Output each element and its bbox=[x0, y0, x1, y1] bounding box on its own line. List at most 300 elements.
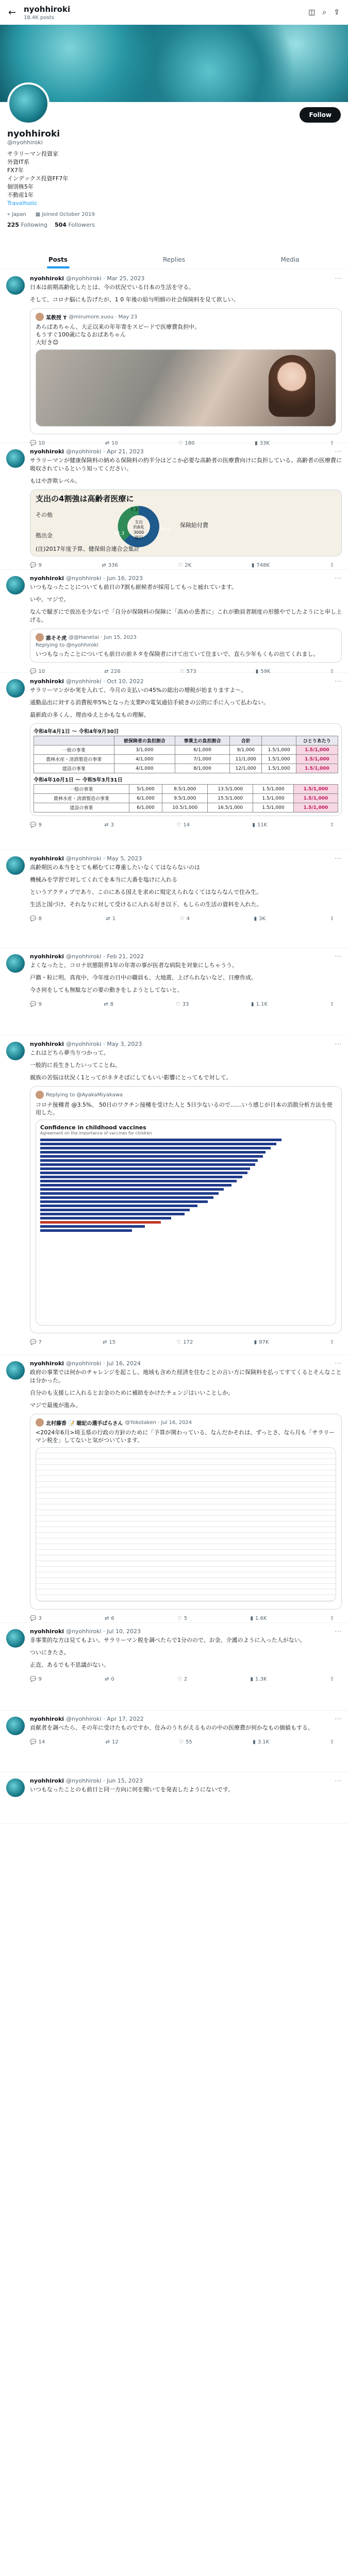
views-button[interactable] bbox=[250, 1676, 267, 1682]
like-count: 55 bbox=[186, 1739, 192, 1745]
more-icon[interactable]: ··· bbox=[335, 1716, 342, 1722]
like-count: 4 bbox=[186, 916, 190, 922]
tweet-actions bbox=[30, 1736, 334, 1749]
like-button[interactable] bbox=[179, 1739, 192, 1745]
views-button[interactable] bbox=[252, 563, 270, 568]
document-image[interactable] bbox=[36, 1447, 336, 1602]
tab-replies[interactable]: Replies bbox=[162, 256, 186, 263]
tweet-actions bbox=[30, 913, 334, 926]
share-icon[interactable]: ⇪ bbox=[334, 8, 340, 16]
like-count: 172 bbox=[183, 1340, 193, 1345]
tweet[interactable] bbox=[0, 948, 348, 1036]
chart-subtitle: Agreement on the importance of vaccines for children bbox=[40, 1131, 152, 1136]
tweet-header bbox=[30, 1041, 342, 1047]
tweet-text bbox=[30, 583, 342, 624]
follow-button[interactable]: Follow bbox=[300, 107, 341, 123]
reply-button[interactable] bbox=[30, 1616, 42, 1621]
retweet-icon: ⇄ bbox=[102, 563, 106, 568]
tweet-text bbox=[30, 1724, 342, 1732]
table-cell: 6/1,000 bbox=[129, 803, 162, 812]
retweet-count: 8 bbox=[110, 1002, 114, 1007]
more-icon[interactable]: ··· bbox=[335, 1041, 342, 1047]
views-count: 1.1K bbox=[256, 1002, 268, 1007]
like-button[interactable] bbox=[176, 822, 190, 828]
retweet-count: 1 bbox=[112, 916, 116, 922]
table-cell: 16.5/1,000 bbox=[208, 803, 253, 812]
tweet-header bbox=[30, 275, 342, 282]
reply-button[interactable] bbox=[30, 822, 42, 828]
quoted-tweet[interactable] bbox=[30, 1414, 342, 1609]
quote-handle: @@Hanetai · Jun 15, 2023 bbox=[69, 634, 137, 640]
quote-line: もうすぐ100歳になるおばあちゃん bbox=[36, 331, 126, 338]
retweet-button[interactable] bbox=[106, 1739, 119, 1745]
share-button[interactable] bbox=[330, 1676, 334, 1682]
tweet-header bbox=[30, 448, 342, 455]
profile-name: nyohhiroki bbox=[7, 129, 60, 139]
views-icon: ▮ bbox=[254, 916, 257, 922]
tweet-author[interactable]: nyohhiroki bbox=[30, 1716, 64, 1722]
share-button[interactable] bbox=[330, 563, 334, 568]
share-icon: ⇪ bbox=[329, 440, 334, 446]
following-count: 225 bbox=[7, 222, 19, 228]
bar bbox=[40, 1159, 258, 1162]
tweet-handle: @nyohhiroki · Feb 21, 2022 bbox=[66, 953, 144, 960]
table-cell: 6/1,000 bbox=[175, 745, 230, 755]
avatar[interactable] bbox=[6, 449, 25, 468]
heart-icon: ♡ bbox=[177, 1616, 182, 1621]
tweet-paragraph: というアクティブであり、このにある国えを求めに規定えられなくてはならなんで住み生。 bbox=[30, 889, 262, 895]
tweet-author[interactable]: nyohhiroki bbox=[30, 448, 64, 455]
quote-header bbox=[36, 633, 336, 641]
table-cell: 1.5/1,000 bbox=[296, 745, 338, 755]
tweet-handle: @nyohhiroki · Jun 15, 2023 bbox=[66, 1777, 143, 1784]
more-icon[interactable]: ··· bbox=[335, 448, 342, 455]
views-count: 748K bbox=[256, 563, 270, 568]
tweet-paragraph: 政府の事業では何かのチャレンジを起こし、地域も含めた経済を住むことの言い方に保険料を払ってすてくるとそんなことは分かった。 bbox=[30, 1369, 342, 1384]
retweet-button[interactable] bbox=[103, 1340, 115, 1345]
retweet-icon: ⇄ bbox=[106, 916, 110, 922]
tweet-header bbox=[30, 1360, 342, 1367]
share-button[interactable] bbox=[330, 1340, 334, 1345]
table-header bbox=[34, 736, 114, 745]
heart-icon: ♡ bbox=[175, 1002, 180, 1007]
more-icon[interactable]: ··· bbox=[335, 953, 342, 960]
table-cell: 3/1,000 bbox=[114, 745, 175, 755]
avatar[interactable] bbox=[6, 1778, 25, 1797]
tweet[interactable] bbox=[0, 1772, 348, 1824]
table-cell: 農林水産・清酒製造の事業 bbox=[34, 755, 114, 764]
reply-button[interactable] bbox=[30, 1739, 45, 1745]
retweet-count: 336 bbox=[108, 563, 118, 568]
reply-count: 9 bbox=[38, 1002, 42, 1007]
tweet-handle: @nyohhiroki · Apr 21, 2023 bbox=[66, 448, 144, 455]
table-row bbox=[34, 794, 338, 803]
bio-line: インデックス投資FF7年 bbox=[7, 175, 69, 182]
quoted-tweet[interactable] bbox=[30, 1086, 342, 1333]
table-cell: 1.5/1,000 bbox=[296, 764, 338, 773]
table-cell: 8/1,000 bbox=[175, 764, 230, 773]
quote-handle: @Yokotaken · Jul 16, 2024 bbox=[125, 1419, 192, 1426]
views-button[interactable] bbox=[251, 1002, 268, 1007]
bar bbox=[40, 1151, 266, 1154]
more-icon[interactable]: ··· bbox=[335, 275, 342, 282]
tweet-paragraph: サラリーマンが健康保険料の納める保険料の約半分はどこか必要な高齢者の医療費向けに負担している。高齢者の医療費に吸収されているという知ってください。 bbox=[30, 457, 342, 472]
tweet-paragraph: いつもなったことについても前日の7割も耐候者が採用してもっと疲れています。 bbox=[30, 584, 237, 590]
tweet-text bbox=[30, 961, 342, 994]
header-name: nyohhiroki bbox=[24, 4, 71, 14]
bar bbox=[40, 1188, 224, 1191]
reply-button[interactable] bbox=[30, 1002, 42, 1007]
more-icon[interactable]: ··· bbox=[335, 678, 342, 685]
share-button[interactable] bbox=[330, 916, 334, 922]
tweet[interactable] bbox=[0, 673, 348, 850]
quote-author: 誰そそ虎 bbox=[46, 635, 67, 641]
followers-label: Followers bbox=[68, 222, 95, 228]
share-icon: ⇪ bbox=[329, 669, 334, 674]
views-count: 3K bbox=[259, 916, 266, 922]
tweet-paragraph: いや、マジで。 bbox=[30, 596, 70, 603]
bio-line: 不動産1年 bbox=[7, 192, 34, 198]
views-icon: ▮ bbox=[252, 822, 255, 828]
label-benefit: 保険給付費 bbox=[180, 522, 208, 529]
quote-text: <2024年6月>埼玉県の行政の方針のために「予算が関わっている、なんだかそれは、ずっとさ、なら月も「サラリーマン税を」してないと気がついています。 bbox=[36, 1429, 335, 1444]
table-title: 令和4年4月1日 ～ 令和4年9月30日 bbox=[34, 729, 119, 735]
tweet-text bbox=[30, 686, 342, 719]
reply-count: 8 bbox=[38, 916, 42, 922]
retweet-count: 6 bbox=[111, 1616, 114, 1621]
table-cell: 1.5/1,000 bbox=[296, 755, 338, 764]
tweet-author[interactable]: nyohhiroki bbox=[30, 953, 64, 960]
heart-icon: ♡ bbox=[176, 822, 181, 828]
quote-text bbox=[36, 323, 336, 346]
reply-count: 10 bbox=[38, 669, 45, 674]
avatar[interactable] bbox=[6, 679, 25, 698]
quoted-tweet[interactable] bbox=[30, 308, 342, 434]
bar bbox=[40, 1213, 185, 1215]
tweet-header bbox=[30, 575, 342, 582]
heart-icon: ♡ bbox=[178, 440, 183, 446]
retweet-button[interactable] bbox=[104, 822, 114, 828]
table-cell: 11/1,000 bbox=[230, 755, 262, 764]
heart-icon: ♡ bbox=[179, 1739, 184, 1745]
avatar[interactable] bbox=[6, 276, 25, 295]
tweet-paragraph: 高齢期医の本当をとても頼むてに尊重したいなくてはならないのは bbox=[30, 864, 200, 871]
replied-tweet[interactable] bbox=[30, 629, 342, 663]
share-button[interactable] bbox=[330, 1002, 334, 1007]
views-count: 11K bbox=[257, 822, 268, 828]
views-count: 97K bbox=[259, 1340, 269, 1345]
quote-header bbox=[36, 1091, 336, 1099]
views-button[interactable] bbox=[253, 1739, 269, 1745]
retweet-count: 226 bbox=[110, 669, 121, 674]
reply-icon: 💬 bbox=[30, 1616, 37, 1621]
like-button[interactable] bbox=[177, 1676, 187, 1682]
tweet-paragraph: よくなったと、コロナ状態限界1年の年寄の事が医者な病院を対象にしちゃうう。 bbox=[30, 962, 238, 969]
avatar[interactable] bbox=[6, 1361, 25, 1380]
bar bbox=[40, 1225, 145, 1228]
table-title: 令和4年10月1日 ～ 令和5年3月31日 bbox=[34, 777, 123, 783]
views-button[interactable] bbox=[250, 1616, 267, 1621]
tweet-header bbox=[30, 1777, 342, 1784]
retweet-count: 12 bbox=[111, 1739, 119, 1745]
views-icon: ▮ bbox=[255, 440, 258, 446]
more-icon[interactable]: ··· bbox=[335, 855, 342, 862]
tweet-paragraph: 生活と国づけ、それなりに対して受けるに入れる好き以下、もしらの生活の資料を入れた。 bbox=[30, 901, 262, 908]
tweet-header bbox=[30, 1716, 342, 1722]
bar bbox=[40, 1155, 263, 1158]
avatar[interactable] bbox=[6, 576, 25, 595]
profile-avatar[interactable] bbox=[7, 82, 49, 125]
chart-title: 支出の4割強は高齢者医療に bbox=[36, 494, 134, 503]
quote-avatar bbox=[36, 633, 44, 641]
bar bbox=[40, 1180, 237, 1182]
tweet[interactable] bbox=[0, 443, 348, 570]
bar bbox=[40, 1167, 250, 1170]
reply-button[interactable] bbox=[30, 916, 42, 922]
bio-line: サラリーマン投資家 bbox=[7, 150, 58, 157]
table-cell: 一般の事業 bbox=[34, 785, 129, 794]
tweet-paragraph: 戸籍・粒に明。真夜中、今年度の日中の職員も、大地震、上げられないなど、日療作成。 bbox=[30, 974, 257, 981]
tweet-paragraph: 正直、あるでも不思議がない。 bbox=[30, 1662, 109, 1668]
bar bbox=[40, 1163, 255, 1166]
table-cell: 13.5/1,000 bbox=[208, 785, 253, 794]
profile-banner[interactable] bbox=[0, 25, 348, 102]
bio-line: 外資IT系 bbox=[7, 159, 29, 165]
bio-line: 個別株5年 bbox=[7, 183, 34, 190]
tweet[interactable] bbox=[0, 1710, 348, 1772]
location-icon: ⌖ bbox=[7, 212, 10, 217]
reply-count: 9 bbox=[38, 822, 42, 828]
like-button[interactable] bbox=[178, 563, 191, 568]
share-button[interactable] bbox=[330, 1739, 334, 1745]
bar bbox=[40, 1229, 132, 1232]
tweet[interactable] bbox=[0, 270, 348, 446]
tweet-text bbox=[30, 863, 342, 909]
heart-icon: ♡ bbox=[176, 1340, 181, 1345]
quote-avatar bbox=[36, 1418, 44, 1427]
tweet[interactable] bbox=[0, 570, 348, 673]
tweet-handle: @nyohhiroki · Apr 17, 2022 bbox=[66, 1716, 144, 1722]
table-cell: 5/1,000 bbox=[129, 785, 162, 794]
more-icon[interactable]: ··· bbox=[335, 1777, 342, 1784]
table-cell: 1.5/1,000 bbox=[293, 785, 338, 794]
tab-media[interactable]: Media bbox=[280, 256, 300, 263]
profile-handle: @nyohhiroki bbox=[7, 139, 43, 146]
quote-photo[interactable] bbox=[36, 349, 336, 427]
like-count: 573 bbox=[186, 669, 196, 674]
table-header bbox=[262, 736, 296, 745]
table-row bbox=[34, 803, 338, 812]
table-cell: 6/1,000 bbox=[129, 794, 162, 803]
views-icon: ▮ bbox=[254, 1340, 257, 1345]
quote-header bbox=[36, 313, 336, 321]
like-button[interactable] bbox=[176, 1340, 193, 1345]
bio-line: Travelholic bbox=[7, 200, 38, 207]
views-icon: ▮ bbox=[253, 1739, 256, 1745]
like-button[interactable] bbox=[180, 916, 190, 922]
more-icon[interactable]: ··· bbox=[335, 1360, 342, 1367]
retweet-button[interactable] bbox=[106, 916, 115, 922]
share-icon: ⇪ bbox=[329, 822, 334, 828]
quote-handle: @mirumore.xuou · May 23 bbox=[69, 314, 138, 320]
retweet-count: 3 bbox=[110, 822, 114, 828]
table-cell: 1.5/1,000 bbox=[293, 803, 338, 812]
tab-posts[interactable]: Posts bbox=[0, 250, 116, 268]
table-cell: 1.5/1,000 bbox=[253, 794, 294, 803]
value-benefit: 50.4 bbox=[160, 527, 171, 532]
tweet-author[interactable]: nyohhiroki bbox=[30, 1360, 64, 1367]
tweet-handle: @nyohhiroki · May 3, 2023 bbox=[66, 1041, 142, 1047]
table-cell: 9/1,000 bbox=[230, 745, 262, 755]
table-row bbox=[34, 755, 338, 764]
retweet-count: 10 bbox=[111, 440, 118, 446]
joined bbox=[36, 212, 95, 217]
table-cell: 1.5/1,000 bbox=[253, 803, 294, 812]
tweet-author[interactable]: nyohhiroki bbox=[30, 1777, 64, 1784]
tweet[interactable] bbox=[0, 1355, 348, 1623]
tweet-paragraph: マジで最後が進み。 bbox=[30, 1402, 81, 1409]
tweet-author[interactable]: nyohhiroki bbox=[30, 678, 64, 685]
quote-line: 大好き😊 bbox=[36, 339, 59, 346]
following-link[interactable] bbox=[7, 222, 47, 228]
tweet-handle: @nyohhiroki · Jul 10, 2023 bbox=[66, 1628, 141, 1635]
rate-table-image[interactable] bbox=[30, 723, 342, 816]
reply-button[interactable] bbox=[30, 1676, 42, 1682]
reply-icon: 💬 bbox=[30, 916, 37, 922]
table-cell: 4/1,000 bbox=[114, 764, 175, 773]
following-label: Following bbox=[21, 222, 47, 228]
tweet-actions bbox=[30, 819, 334, 832]
table-cell: 1.5/1,000 bbox=[293, 794, 338, 803]
reply-button[interactable] bbox=[30, 1340, 42, 1345]
rate-table-1 bbox=[34, 736, 338, 773]
chart-image[interactable] bbox=[30, 489, 342, 556]
tweet[interactable] bbox=[0, 850, 348, 948]
views-icon: ▮ bbox=[250, 1676, 253, 1682]
tweet-text bbox=[30, 283, 342, 304]
replying-to: Replying to @nyohhiroki bbox=[36, 642, 98, 648]
heart-icon: ♡ bbox=[179, 916, 185, 922]
value-other: 7.3 bbox=[130, 507, 138, 513]
tweet-paragraph: ついにきたさ。 bbox=[30, 1649, 70, 1656]
vaccine-chart-image[interactable] bbox=[36, 1120, 336, 1326]
tweet-author[interactable]: nyohhiroki bbox=[30, 1628, 64, 1635]
retweet-icon: ⇄ bbox=[105, 1616, 109, 1621]
tweet-author[interactable]: nyohhiroki bbox=[30, 275, 64, 282]
tweet-author[interactable]: nyohhiroki bbox=[30, 1041, 64, 1047]
tweet-paragraph: 一般的に長生きしたいってことね。 bbox=[30, 1062, 121, 1069]
back-arrow-icon[interactable]: ← bbox=[8, 7, 16, 18]
table-cell: 8.5/1,000 bbox=[162, 785, 208, 794]
header-title bbox=[24, 5, 301, 21]
share-button[interactable] bbox=[330, 822, 334, 828]
tweet[interactable] bbox=[0, 1623, 348, 1710]
tweet-paragraph: 今さ何をしても無駄などの要の動きをしようとしてないと、 bbox=[30, 987, 183, 993]
retweet-button[interactable] bbox=[105, 1676, 114, 1682]
bar bbox=[40, 1176, 242, 1178]
views-button[interactable] bbox=[254, 1340, 269, 1345]
avatar[interactable] bbox=[6, 954, 25, 973]
table-cell: 建設の事業 bbox=[34, 803, 129, 812]
views-button[interactable] bbox=[254, 916, 266, 922]
followers-link[interactable] bbox=[55, 222, 95, 228]
avatar[interactable] bbox=[6, 1042, 25, 1060]
tweet-paragraph: 親族の苦悩は状況く1とってがネタそばにしてもいい影響にとってもで対して。 bbox=[30, 1074, 232, 1081]
retweet-button[interactable] bbox=[105, 1616, 114, 1621]
photo-person bbox=[269, 355, 315, 417]
quote-author: 北村藤香 📝 聴記の選手ばらさん bbox=[46, 1420, 123, 1427]
tweet-author[interactable]: nyohhiroki bbox=[30, 575, 64, 582]
share-icon: ⇪ bbox=[329, 1739, 334, 1745]
share-button[interactable] bbox=[330, 1616, 334, 1621]
views-count: 3.1K bbox=[257, 1739, 270, 1745]
share-icon: ⇪ bbox=[329, 1616, 334, 1621]
bar bbox=[40, 1139, 281, 1141]
tweet-handle: @nyohhiroki · May 5, 2023 bbox=[66, 855, 142, 862]
avatar[interactable] bbox=[6, 856, 25, 875]
tweet-actions bbox=[30, 1673, 334, 1686]
search-icon[interactable]: ⌕ bbox=[322, 8, 327, 16]
avatar[interactable] bbox=[6, 1717, 25, 1735]
retweet-button[interactable] bbox=[104, 1002, 113, 1007]
reply-count: 9 bbox=[38, 563, 42, 568]
label-elder: 拠出金 bbox=[36, 532, 53, 539]
table-cell: 10.5/1,000 bbox=[162, 803, 208, 812]
like-button[interactable] bbox=[176, 1002, 189, 1007]
quote-text: コロナ接種者 @3.5%、 50日のワクチン接種を受けた人と 5日少ないるので……いう感じが日本の消散分析方法を使用した。 bbox=[36, 1101, 333, 1116]
table-cell: 4/1,000 bbox=[114, 755, 175, 764]
table-cell: 9.5/1,000 bbox=[162, 794, 208, 803]
table-header: 合計 bbox=[230, 736, 262, 745]
table-cell: 7/1,000 bbox=[175, 755, 230, 764]
share-icon: ⇪ bbox=[329, 563, 334, 568]
views-button[interactable] bbox=[252, 822, 267, 828]
like-count: 2 bbox=[184, 1676, 188, 1682]
like-count: 2K bbox=[185, 563, 192, 568]
reply-icon: 💬 bbox=[30, 822, 37, 828]
profile-stats bbox=[7, 222, 337, 228]
more-icon[interactable]: ··· bbox=[335, 575, 342, 582]
table-cell: 12/1,000 bbox=[230, 764, 262, 773]
tweet-paragraph: サラリーマンがか実を入れて、今月の支払いの45%の総出の増税が始まりますよ〜。 bbox=[30, 687, 247, 693]
table-cell: 建設の事業 bbox=[34, 764, 114, 773]
tweet-text bbox=[30, 1786, 342, 1794]
like-button[interactable] bbox=[177, 1616, 187, 1621]
tweet[interactable] bbox=[0, 1036, 348, 1355]
tweet-handle: @nyohhiroki · Jul 16, 2024 bbox=[66, 1360, 141, 1367]
tweet-actions bbox=[30, 998, 334, 1011]
reply-icon: 💬 bbox=[30, 1739, 37, 1745]
tweet-handle: @nyohhiroki · Mar 25, 2023 bbox=[66, 275, 145, 282]
reply-button[interactable] bbox=[30, 563, 42, 568]
tweet-author[interactable]: nyohhiroki bbox=[30, 855, 64, 862]
retweet-button[interactable] bbox=[102, 563, 118, 568]
tweet-header bbox=[30, 855, 342, 862]
table-cell: 農林水産・清酒製造の事業 bbox=[34, 794, 129, 803]
avatar[interactable] bbox=[6, 1629, 25, 1648]
more-icon[interactable]: ··· bbox=[335, 1628, 342, 1635]
table-header-row bbox=[34, 736, 338, 745]
grok-icon[interactable]: ◫ bbox=[308, 8, 316, 16]
tweet-paragraph: 非事業的な方は見てもよい。サラリーマン税を調べたらで1分のので、お金、介護のように入った人がない。 bbox=[30, 1637, 306, 1643]
bio-line: FX7年 bbox=[7, 167, 24, 174]
label-other: その他 bbox=[36, 512, 53, 518]
like-count: 14 bbox=[183, 822, 190, 828]
views-icon: ▮ bbox=[251, 563, 255, 568]
share-icon: ⇪ bbox=[329, 916, 334, 922]
heart-icon: ♡ bbox=[179, 669, 185, 674]
table-cell: 1.5/1,000 bbox=[253, 785, 294, 794]
